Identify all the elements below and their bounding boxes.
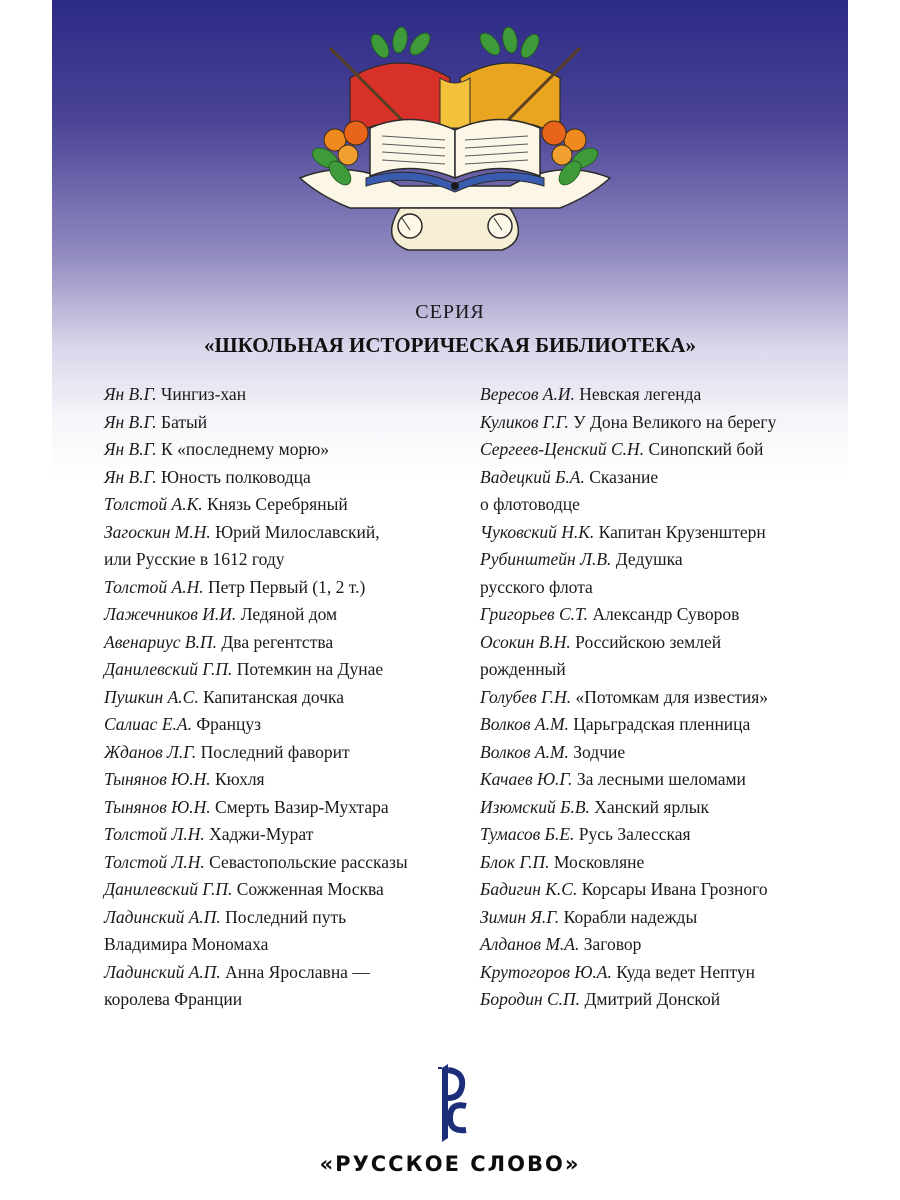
book-title: Невская легенда bbox=[579, 384, 702, 404]
book-entry bbox=[480, 464, 840, 492]
book-author: Бородин С.П. bbox=[480, 989, 581, 1009]
book-author: Толстой А.К. bbox=[104, 494, 203, 514]
book-entry bbox=[480, 546, 840, 574]
book-title: Александр Суворов bbox=[592, 604, 740, 624]
book-author: Изюмский Б.В. bbox=[480, 796, 590, 817]
book-title: Юность полководца bbox=[161, 466, 311, 487]
book-entry bbox=[104, 574, 464, 602]
book-title: Севастопольские рассказы bbox=[209, 851, 408, 872]
book-title: Русь Залесская bbox=[578, 824, 691, 844]
book-entry bbox=[480, 684, 840, 712]
book-author: Рубинштейн Л.В. bbox=[480, 549, 612, 569]
book-entry bbox=[104, 849, 464, 877]
book-title: Капитанская дочка bbox=[203, 686, 345, 707]
book-author: Куликов Г.Г. bbox=[480, 411, 569, 432]
book-entry bbox=[480, 519, 840, 547]
book-title: Чингиз-хан bbox=[161, 384, 247, 404]
book-entry bbox=[104, 959, 464, 987]
back-cover bbox=[52, 0, 848, 1200]
book-author: Алданов М.А. bbox=[480, 934, 580, 954]
book-title: Батый bbox=[161, 411, 208, 432]
book-title-continuation: королева Франции bbox=[104, 989, 243, 1009]
book-author: Толстой А.Н. bbox=[104, 576, 204, 597]
book-title: Зодчие bbox=[573, 741, 626, 762]
book-entry bbox=[480, 986, 840, 1014]
book-entry bbox=[480, 876, 840, 904]
book-title: Синопский бой bbox=[648, 439, 764, 459]
book-title: Ханский ярлык bbox=[594, 796, 709, 817]
book-title: Сожженная Москва bbox=[236, 879, 384, 899]
book-title: Корсары Ивана Грозного bbox=[581, 879, 768, 899]
book-entry bbox=[480, 381, 840, 409]
book-entry bbox=[480, 601, 840, 629]
book-author: Бадигин К.С. bbox=[480, 879, 578, 899]
book-author: Тумасов Б.Е. bbox=[480, 824, 575, 844]
book-entry bbox=[480, 821, 840, 849]
book-title: Капитан Крузенштерн bbox=[598, 521, 766, 542]
book-entry bbox=[480, 739, 840, 767]
book-entry bbox=[104, 629, 464, 657]
book-title: Хаджи-Мурат bbox=[209, 824, 314, 844]
book-author: Чуковский Н.К. bbox=[480, 521, 595, 542]
book-author: Осокин В.Н. bbox=[480, 631, 571, 652]
book-entry bbox=[480, 931, 840, 959]
book-title: Анна Ярославна — bbox=[225, 961, 370, 982]
book-author: Волков А.М. bbox=[480, 741, 569, 762]
book-title: Потемкин на Дунае bbox=[236, 659, 384, 679]
book-entry bbox=[104, 876, 464, 904]
book-entry bbox=[480, 711, 840, 739]
book-author: Зимин Я.Г. bbox=[480, 906, 560, 927]
book-author: Лажечников И.И. bbox=[104, 604, 237, 624]
book-title: Заговор bbox=[583, 934, 642, 954]
book-author: Тынянов Ю.Н. bbox=[104, 769, 211, 789]
book-title-continuation: русского флота bbox=[480, 576, 593, 597]
book-author: Салиас Е.А. bbox=[104, 714, 192, 734]
book-author: Качаев Ю.Г. bbox=[480, 769, 573, 789]
book-title: Смерть Вазир-Мухтара bbox=[215, 796, 389, 817]
book-list-right bbox=[480, 381, 840, 1014]
book-author: Ладинский А.П. bbox=[104, 961, 221, 982]
book-title: Последний путь bbox=[225, 906, 347, 927]
book-author: Ян В.Г. bbox=[104, 384, 157, 404]
book-title-continuation: рожденный bbox=[480, 659, 566, 679]
publisher-rs-monogram-icon bbox=[434, 1064, 470, 1142]
publisher-name: «РУССКОЕ СЛОВО» bbox=[319, 1152, 581, 1176]
book-title: Князь Серебряный bbox=[206, 494, 348, 514]
book-author: Жданов Л.Г. bbox=[104, 741, 197, 762]
open-book-laurel-emblem bbox=[290, 18, 620, 258]
book-author: Ян В.Г. bbox=[104, 439, 157, 459]
book-title: Дедушка bbox=[615, 549, 683, 569]
book-title: Юрий Милославский, bbox=[215, 521, 380, 542]
book-entry bbox=[104, 794, 464, 822]
book-entry bbox=[104, 656, 464, 684]
book-author: Блок Г.П. bbox=[480, 851, 550, 872]
book-entry bbox=[104, 491, 464, 519]
book-author: Ладинский А.П. bbox=[104, 906, 221, 927]
book-title: Дмитрий Донской bbox=[584, 989, 721, 1009]
book-author: Данилевский Г.П. bbox=[104, 659, 233, 679]
book-entry bbox=[104, 436, 464, 464]
book-entry bbox=[104, 711, 464, 739]
book-entry bbox=[104, 904, 464, 932]
book-title: Кюхля bbox=[215, 769, 265, 789]
book-title: Московляне bbox=[553, 851, 645, 872]
book-entry bbox=[480, 794, 840, 822]
book-title: Сказание bbox=[589, 466, 659, 487]
book-entry bbox=[480, 436, 840, 464]
book-entry bbox=[480, 409, 840, 437]
book-author: Ян В.Г. bbox=[104, 411, 157, 432]
book-author: Волков А.М. bbox=[480, 714, 569, 734]
book-entry bbox=[480, 849, 840, 877]
book-title: Француз bbox=[196, 714, 262, 734]
book-author: Загоскин М.Н. bbox=[104, 521, 211, 542]
book-title: Царьградская пленница bbox=[573, 714, 751, 734]
book-author: Ян В.Г. bbox=[104, 466, 157, 487]
book-title: Российскою землей bbox=[575, 631, 722, 652]
book-author: Толстой Л.Н. bbox=[104, 824, 205, 844]
book-author: Вересов А.И. bbox=[480, 384, 575, 404]
book-title: У Дона Великого на берегу bbox=[573, 411, 777, 432]
book-title: «Потомкам для известия» bbox=[575, 686, 769, 707]
book-author: Крутогоров Ю.А. bbox=[480, 961, 612, 982]
book-entry bbox=[480, 629, 840, 657]
book-list-left bbox=[104, 381, 464, 1014]
book-entry bbox=[104, 519, 464, 547]
book-entry bbox=[104, 766, 464, 794]
book-entry bbox=[104, 821, 464, 849]
book-author: Вадецкий Б.А. bbox=[480, 466, 585, 487]
book-title: Два регентства bbox=[221, 631, 334, 652]
book-author: Пушкин А.С. bbox=[104, 686, 199, 707]
book-title: Последний фаворит bbox=[200, 741, 350, 762]
book-title-continuation: Владимира Мономаха bbox=[104, 934, 269, 954]
book-title: Корабли надежды bbox=[563, 906, 698, 927]
book-author: Сергеев-Ценский С.Н. bbox=[480, 439, 645, 459]
book-title: Куда ведет Нептун bbox=[616, 961, 755, 982]
book-author: Григорьев С.Т. bbox=[480, 604, 589, 624]
book-title: Ледяной дом bbox=[240, 604, 338, 624]
book-entry bbox=[104, 684, 464, 712]
book-author: Голубев Г.Н. bbox=[480, 686, 572, 707]
series-title: «ШКОЛЬНАЯ ИСТОРИЧЕСКАЯ БИБЛИОТЕКА» bbox=[204, 333, 696, 357]
book-author: Авенариус В.П. bbox=[104, 631, 217, 652]
book-title: К «последнему морю» bbox=[161, 439, 330, 459]
book-title: Петр Первый (1, 2 т.) bbox=[208, 576, 366, 597]
book-author: Тынянов Ю.Н. bbox=[104, 796, 211, 817]
book-entry bbox=[104, 464, 464, 492]
book-entry bbox=[480, 959, 840, 987]
book-title-continuation: о флотоводце bbox=[480, 494, 580, 514]
book-entry bbox=[104, 381, 464, 409]
book-entry bbox=[480, 904, 840, 932]
book-entry bbox=[104, 409, 464, 437]
book-author: Данилевский Г.П. bbox=[104, 879, 233, 899]
book-title-continuation: или Русские в 1612 году bbox=[104, 549, 285, 569]
book-entry bbox=[480, 766, 840, 794]
book-entry bbox=[104, 601, 464, 629]
series-label: СЕРИЯ bbox=[415, 301, 485, 323]
book-title: За лесными шеломами bbox=[576, 769, 746, 789]
book-author: Толстой Л.Н. bbox=[104, 851, 205, 872]
book-entry bbox=[104, 739, 464, 767]
